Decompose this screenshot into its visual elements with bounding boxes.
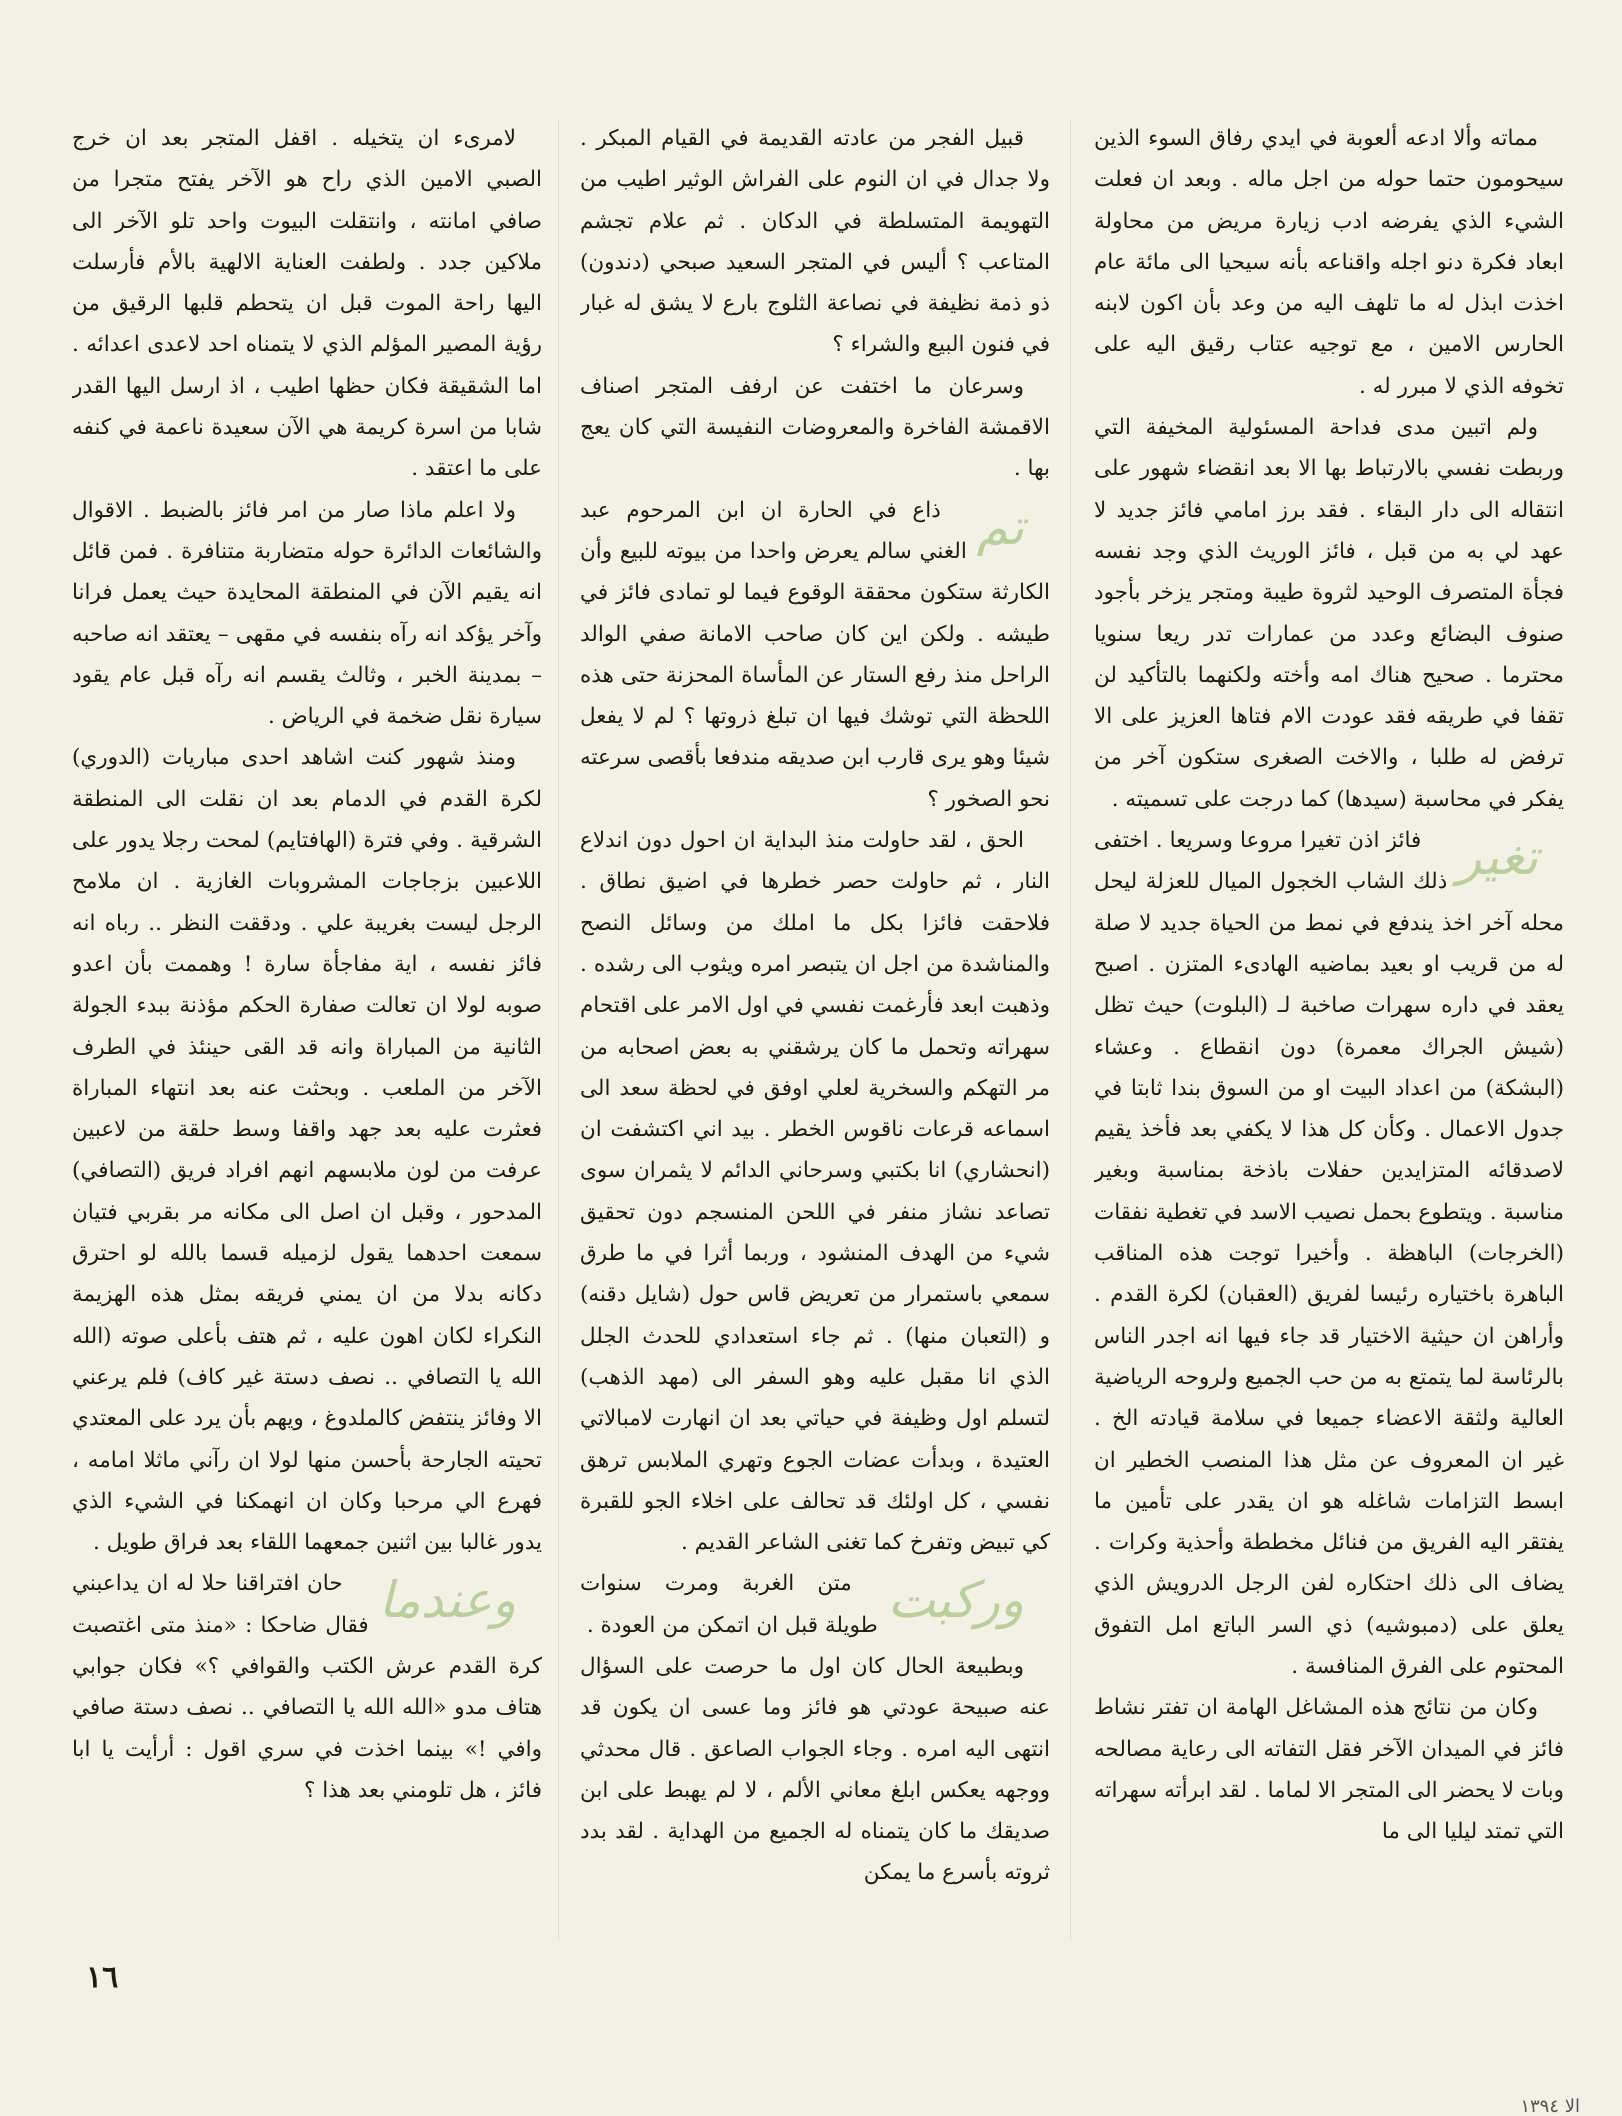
paragraph: ومنذ شهور كنت اشاهد احدى مباريات (الدوري) لكرة القدم في الدمام بعد ان نقلت الى المنطقة الشرقية . وفي فترة (الهافتايم) لمحت رجلا يدور على اللاعبين بزجاجات المشروبات الغازية . ان ملامح الرجل ليست بغريبة علي . ودققت النظر .. رباه انه فائز نفسه ، اية مفاجأة سارة ! وهممت بأن اعدو صوبه لولا ان تعالت صفارة الحكم مؤذنة ببدء الجولة الثانية من المباراة وانه قد القى حينئذ في الطرف الآخر من الملعب . وبحثت عنه بعد انتهاء المباراة فعثرت عليه بعد جهد واقفا وسط حلقة من لاعبين عرفت من لون ملابسهم انهم افراد فريق (التصافي) المدحور ، وقبل ان اصل الى مكانه مر بقربي فتيان سمعت احدهما يقول لزميله قسما بالله لو احترق دكانه بدلا من ان يمني فريقه بمثل هذه الهزيمة النكراء لكان اهون عليه ، ثم هتف بأعلى صوته (الله الله يا التصافي .. نصف دستة غير كاف) فلم يرعني الا وفائز ينتفض كالملدوغ ، ويهم بأن يرد على المعتدي تحيته الجارحة بأحسن منها لولا ان رآني ماثلا امامه ، فهرع الي مرحبا وكان ان انهمكنا في الشيء الذي يدور غالبا بين اثنين جمعهما اللقاء بعد فراق طويل . <box>72 745 542 1556</box>
paragraph: الحق ، لقد حاولت منذ البداية ان احول دون اندلاع النار ، ثم حاولت حصر خطرها في اضيق نطاق . فلاحقت فائزا بكل ما املك من وسائل النصح والمناشدة من اجل ان يتبصر امره ويثوب الى رشده . وذهبت ابعد فأرغمت نفسي في اول الامر على اقتحام سهراته وتحمل ما كان يرشقني به بعض اصحابه من مر التهكم والسخرية لعلي اوفق في لحظة سعد الى اسماعه قرعات ناقوس الخطر . بيد اني اكتشفت ان (انحشاري) انا بكتبي وسرحاني الدائم لا يثمران سوى تصاعد نشاز منفر في اللحن المنسجم دون تحقيق شيء من الهدف المنشود ، وربما أثرا في ما طرق سمعي باستمرار من تعريض قاس حول (شايل دقنه) و (التعبان منها) . ثم جاء استعدادي للحدث الجلل الذي انا مقبل عليه وهو السفر الى (مهد الذهب) لتسلم اول وظيفة في حياتي بعد ان انهارت لامبالاتي العتيدة ، وبدأت عضات الجوع وتهري الملابس ترهق نفسي ، كل اولئك قد تحالف على اخلاء الجو للقبرة كي تبيض وتفرخ كما تغنى الشاعر القديم . <box>580 828 1050 1556</box>
page-number: ١٦ <box>86 1960 119 1995</box>
sub-heading: وعندما <box>378 1571 516 1630</box>
article-column-left <box>72 118 542 1948</box>
paragraph-text: حان افتراقنا حلا له ان يداعبني فقال ضاحكا : «منذ متى اغتصبت كرة القدم عرش الكتب والقوافي ؟» فكان جوابي هتاف مدو «الله الله يا التصافي .. نصف دستة صافي وافي !» بينما اخذت في سري اقول : أرأيت يا ابا فائز ، هل تلومني بعد هذا ؟ <box>72 1571 542 1803</box>
sub-heading: تغير <box>1457 828 1538 887</box>
paragraph: وسرعان ما اختفت عن ارفف المتجر اصناف الاقمشة الفاخرة والمعروضات النفيسة التي كان يعج بها . <box>580 373 1050 482</box>
article-column-right <box>1094 118 1564 1948</box>
footer-fragment: الا ١٣٩٤ <box>1520 2096 1580 2116</box>
paragraph: ولم اتبين مدى فداحة المسئولية المخيفة التي وربطت نفسي بالارتباط بها الا بعد انقضاء شهور على انتقاله الى دار البقاء . فقد برز امامي فائز جديد لا عهد لي به من قبل ، فائز الوريث الذي وجد نفسه فجأة المتصرف الوحيد لثروة طيبة ومتجر يزخر بأجود صنوف البضائع وعدد من عمارات تدر ريعا سنويا محترما . صحيح هناك امه وأخته ولكنهما بالتأكيد لن تقفا في طريقه فقد عودت الام فتاها العزيز على الا ترفض له طلبا ، والاخت الصغرى ستكون آخر من يفكر في محاسبة (سيدها) كما درجت على تسميته . <box>1094 415 1564 812</box>
paragraph: قبيل الفجر من عادته القديمة في القيام المبكر . ولا جدال في ان النوم على الفراش الوثير اطيب من التهويمة المتسلطة في الدكان . ثم علام تجشم المتاعب ؟ أليس في المتجر السعيد صبحي (دندون) ذو ذمة نظيفة في نصاعة الثلوج بارع لا يشق له غبار في فنون البيع والشراء ؟ <box>580 126 1050 358</box>
column-gutter <box>1070 120 1071 1940</box>
paragraph-text: فائز اذن تغيرا مروعا وسريعا . اختفى ذلك الشاب الخجول الميال للعزلة ليحل محله آخر اخذ يندفع في نمط من الحياة جديد لا صلة له من قريب او بعيد بماضيه الهادىء المتزن . اصبح يعقد في داره سهرات صاخبة لـ (البلوت) حيث تظل (شيش الجراك معمرة) دون انقطاع . وعشاء (البشكة) من اعداد البيت او من السوق بندا ثابتا في جدول الاعمال . وكأن كل هذا لا يكفي بعد فأخذ يقيم لاصدقائه المتزايدين حفلات باذخة بمناسبة وبغير مناسبة . ويتطوع بحمل نصيب الاسد في تغطية نفقات (الخرجات) الباهظة . وأخيرا توجت هذه المناقب الباهرة باختياره رئيسا لفريق (العقبان) لكرة القدم . وأراهن ان حيثية الاختيار قد جاء فيها انه اجدر الناس بالرئاسة لما يتمتع به من حب الجميع ولروحه الرياضية العالية ولثقة الاعضاء جميعا في سلامة قيادته الخ . غير ان المعروف عن مثل هذا المنصب الخطير ان ابسط التزامات شاغله هو ان يقدر على تأمين ما يفتقر اليه الفريق من فنائل مخططة وأحذية وكرات . يضاف الى ذلك احتكاره لفن الرجل الدرويش الذي يعلق على (دمبوشيه) ذي السر الباتع امل التفوق المحتوم على الفرق المنافسة . <box>1094 828 1564 1679</box>
sub-heading: تم <box>976 497 1024 556</box>
paragraph <box>1094 820 1564 1687</box>
paragraph <box>580 490 1050 820</box>
paragraph: وكان من نتائج هذه المشاغل الهامة ان تفتر نشاط فائز في الميدان الآخر فقل التفاته الى رعاية مصالحه وبات لا يحضر الى المتجر الا لماما . لقد ابرأته سهراته التي تمتد ليليا الى ما <box>1094 1695 1564 1845</box>
paragraph <box>580 1563 1050 1646</box>
paragraph-text: متن الغربة ومرت سنوات طويلة قبل ان اتمكن من العودة . <box>580 1571 878 1638</box>
paragraph-text: ذاع في الحارة ان ابن المرحوم عبد الغني سالم يعرض واحدا من بيوته للبيع وأن الكارثة ستكون محققة الوقوع فيما لو تمادى فائز في طيشه . ولكن اين كان صاحب الامانة صفي الوالد الراحل منذ رفع الستار عن المأساة المحزنة حتى هذه اللحظة التي توشك فيها ان تبلغ ذروتها ؟ لم لا يفعل شيئا وهو يرى قارب ابن صديقه مندفعا بأقصى سرعته نحو الصخور ؟ <box>580 497 1050 812</box>
paragraph: لامرىء ان يتخيله . اقفل المتجر بعد ان خرج الصبي الامين الذي راح هو الآخر يفتح متجرا من صافي امانته ، وانتقلت البيوت واحد تلو الآخر الى ملاكين جدد . ولطفت العناية الالهية بالأم فأرسلت اليها راحة الموت قبل ان يتحطم قلبها الرقيق من رؤية المصير المؤلم الذي لا يتمناه احد لاعدى اعدائه . اما الشقيقة فكان حظها اطيب ، اذ ارسل اليها القدر شابا من اسرة كريمة هي الآن سعيدة ناعمة في كنفه على ما اعتقد . <box>72 126 542 482</box>
paragraph: وبطبيعة الحال كان اول ما حرصت على السؤال عنه صبيحة عودتي هو فائز وما عسى ان يكون قد انتهى اليه امره . وجاء الجواب الصاعق . قال محدثي ووجهه يعكس ابلغ معاني الألم ، لا لم يهبط على ابن صديقك ما كان يتمناه له الجميع من الهداية . لقد بدد ثروته بأسرع ما يمكن <box>580 1653 1050 1886</box>
paragraph: مماته وألا ادعه ألعوبة في ايدي رفاق السوء الذين سيحومون حتما حوله من اجل ماله . وبعد ان فعلت الشيء الذي يفرضه ادب زيارة مريض من محاولة ابعاد فكرة دنو اجله واقناعه بأنه سيحيا الى مائة عام اخذت ابذل له ما تلهف اليه من وعد بأن اكون لابنه الحارس الامين ، مع توجيه عتاب رقيق اليه على تخوفه الذي لا مبرر له . <box>1094 126 1564 399</box>
paragraph: ولا اعلم ماذا صار من امر فائز بالضبط . الاقوال والشائعات الدائرة حوله متضاربة متنافرة . فمن قائل انه يقيم الآن في المنطقة المحايدة حيث يعمل فرانا وآخر يؤكد انه رآه بنفسه في مقهى – يعتقد انه صاحبه – بمدينة الخبر ، وثالث يقسم انه رآه قبل عام يقود سيارة نقل ضخمة في الرياض . <box>72 497 542 730</box>
column-gutter <box>558 120 559 1940</box>
sub-heading: وركبت <box>887 1571 1024 1630</box>
paragraph <box>72 1563 542 1811</box>
article-column-middle <box>580 118 1050 1948</box>
